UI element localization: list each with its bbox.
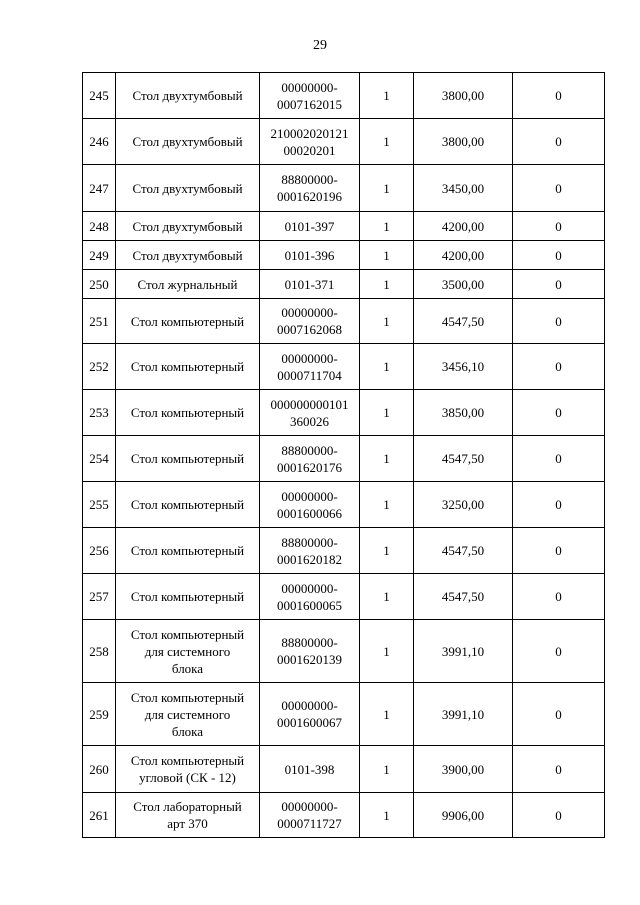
table-row [83, 436, 605, 482]
table-row [83, 270, 605, 299]
item-name: Стол компьютерный [116, 344, 260, 390]
table-row [83, 390, 605, 436]
table-row [83, 119, 605, 165]
inventory-code: 00000000- 0007162015 [260, 73, 360, 119]
quantity: 1 [360, 165, 414, 212]
table-row [83, 212, 605, 241]
item-name: Стол лабораторный арт 370 [116, 793, 260, 838]
table-row [83, 241, 605, 270]
quantity: 1 [360, 344, 414, 390]
price: 3900,00 [414, 746, 513, 793]
quantity: 1 [360, 574, 414, 620]
row-number: 250 [83, 270, 116, 299]
row-number: 257 [83, 574, 116, 620]
item-name: Стол компьютерный [116, 390, 260, 436]
item-name: Стол двухтумбовый [116, 73, 260, 119]
row-number: 260 [83, 746, 116, 793]
inventory-code: 88800000- 0001620176 [260, 436, 360, 482]
table-row [83, 746, 605, 793]
price: 3500,00 [414, 270, 513, 299]
table-row [83, 73, 605, 119]
inventory-code: 00000000- 0000711704 [260, 344, 360, 390]
quantity: 1 [360, 528, 414, 574]
row-number: 255 [83, 482, 116, 528]
row-number: 246 [83, 119, 116, 165]
row-number: 253 [83, 390, 116, 436]
row-number: 261 [83, 793, 116, 838]
inventory-code: 00000000- 0001600066 [260, 482, 360, 528]
table-row [83, 528, 605, 574]
item-name: Стол журнальный [116, 270, 260, 299]
item-name: Стол двухтумбовый [116, 165, 260, 212]
price: 4200,00 [414, 212, 513, 241]
residual-value: 0 [513, 528, 605, 574]
table-row [83, 299, 605, 344]
residual-value: 0 [513, 119, 605, 165]
item-name: Стол двухтумбовый [116, 212, 260, 241]
quantity: 1 [360, 482, 414, 528]
row-number: 254 [83, 436, 116, 482]
residual-value: 0 [513, 390, 605, 436]
inventory-code: 00000000- 0001600065 [260, 574, 360, 620]
inventory-code: 0101-396 [260, 241, 360, 270]
residual-value: 0 [513, 793, 605, 838]
row-number: 252 [83, 344, 116, 390]
item-name: Стол компьютерный [116, 528, 260, 574]
table-row [83, 165, 605, 212]
price: 3991,10 [414, 683, 513, 746]
quantity: 1 [360, 270, 414, 299]
inventory-code: 88800000- 0001620196 [260, 165, 360, 212]
table-row [83, 683, 605, 746]
table-row [83, 620, 605, 683]
price: 3800,00 [414, 73, 513, 119]
price: 4547,50 [414, 299, 513, 344]
item-name: Стол компьютерный [116, 436, 260, 482]
quantity: 1 [360, 793, 414, 838]
residual-value: 0 [513, 212, 605, 241]
residual-value: 0 [513, 620, 605, 683]
quantity: 1 [360, 746, 414, 793]
inventory-code: 00000000- 0000711727 [260, 793, 360, 838]
inventory-code: 0101-397 [260, 212, 360, 241]
row-number: 248 [83, 212, 116, 241]
inventory-code: 88800000- 0001620139 [260, 620, 360, 683]
quantity: 1 [360, 241, 414, 270]
row-number: 258 [83, 620, 116, 683]
residual-value: 0 [513, 683, 605, 746]
price: 3456,10 [414, 344, 513, 390]
table-row [83, 793, 605, 838]
row-number: 249 [83, 241, 116, 270]
residual-value: 0 [513, 299, 605, 344]
inventory-code: 88800000- 0001620182 [260, 528, 360, 574]
row-number: 256 [83, 528, 116, 574]
price: 3991,10 [414, 620, 513, 683]
row-number: 251 [83, 299, 116, 344]
residual-value: 0 [513, 746, 605, 793]
quantity: 1 [360, 620, 414, 683]
price: 4200,00 [414, 241, 513, 270]
table-row [83, 344, 605, 390]
row-number: 247 [83, 165, 116, 212]
price: 3800,00 [414, 119, 513, 165]
item-name: Стол компьютерный угловой (СК - 12) [116, 746, 260, 793]
table-row [83, 482, 605, 528]
item-name: Стол компьютерный [116, 482, 260, 528]
residual-value: 0 [513, 73, 605, 119]
page-number: 29 [313, 38, 327, 53]
inventory-code: 00000000- 0007162068 [260, 299, 360, 344]
price: 4547,50 [414, 528, 513, 574]
item-name: Стол компьютерный для системного блока [116, 620, 260, 683]
inventory-code: 210002020121 00020201 [260, 119, 360, 165]
quantity: 1 [360, 299, 414, 344]
quantity: 1 [360, 390, 414, 436]
item-name: Стол двухтумбовый [116, 119, 260, 165]
quantity: 1 [360, 436, 414, 482]
residual-value: 0 [513, 344, 605, 390]
item-name: Стол компьютерный для системного блока [116, 683, 260, 746]
quantity: 1 [360, 73, 414, 119]
quantity: 1 [360, 683, 414, 746]
price: 4547,50 [414, 436, 513, 482]
residual-value: 0 [513, 482, 605, 528]
item-name: Стол компьютерный [116, 574, 260, 620]
item-name: Стол компьютерный [116, 299, 260, 344]
inventory-code: 000000000101 360026 [260, 390, 360, 436]
residual-value: 0 [513, 436, 605, 482]
residual-value: 0 [513, 165, 605, 212]
price: 4547,50 [414, 574, 513, 620]
inventory-code: 0101-371 [260, 270, 360, 299]
price: 3850,00 [414, 390, 513, 436]
price: 9906,00 [414, 793, 513, 838]
residual-value: 0 [513, 241, 605, 270]
row-number: 259 [83, 683, 116, 746]
quantity: 1 [360, 119, 414, 165]
quantity: 1 [360, 212, 414, 241]
residual-value: 0 [513, 270, 605, 299]
inventory-code: 0101-398 [260, 746, 360, 793]
inventory-table [82, 72, 605, 838]
price: 3450,00 [414, 165, 513, 212]
price: 3250,00 [414, 482, 513, 528]
item-name: Стол двухтумбовый [116, 241, 260, 270]
inventory-code: 00000000- 0001600067 [260, 683, 360, 746]
row-number: 245 [83, 73, 116, 119]
table-row [83, 574, 605, 620]
residual-value: 0 [513, 574, 605, 620]
